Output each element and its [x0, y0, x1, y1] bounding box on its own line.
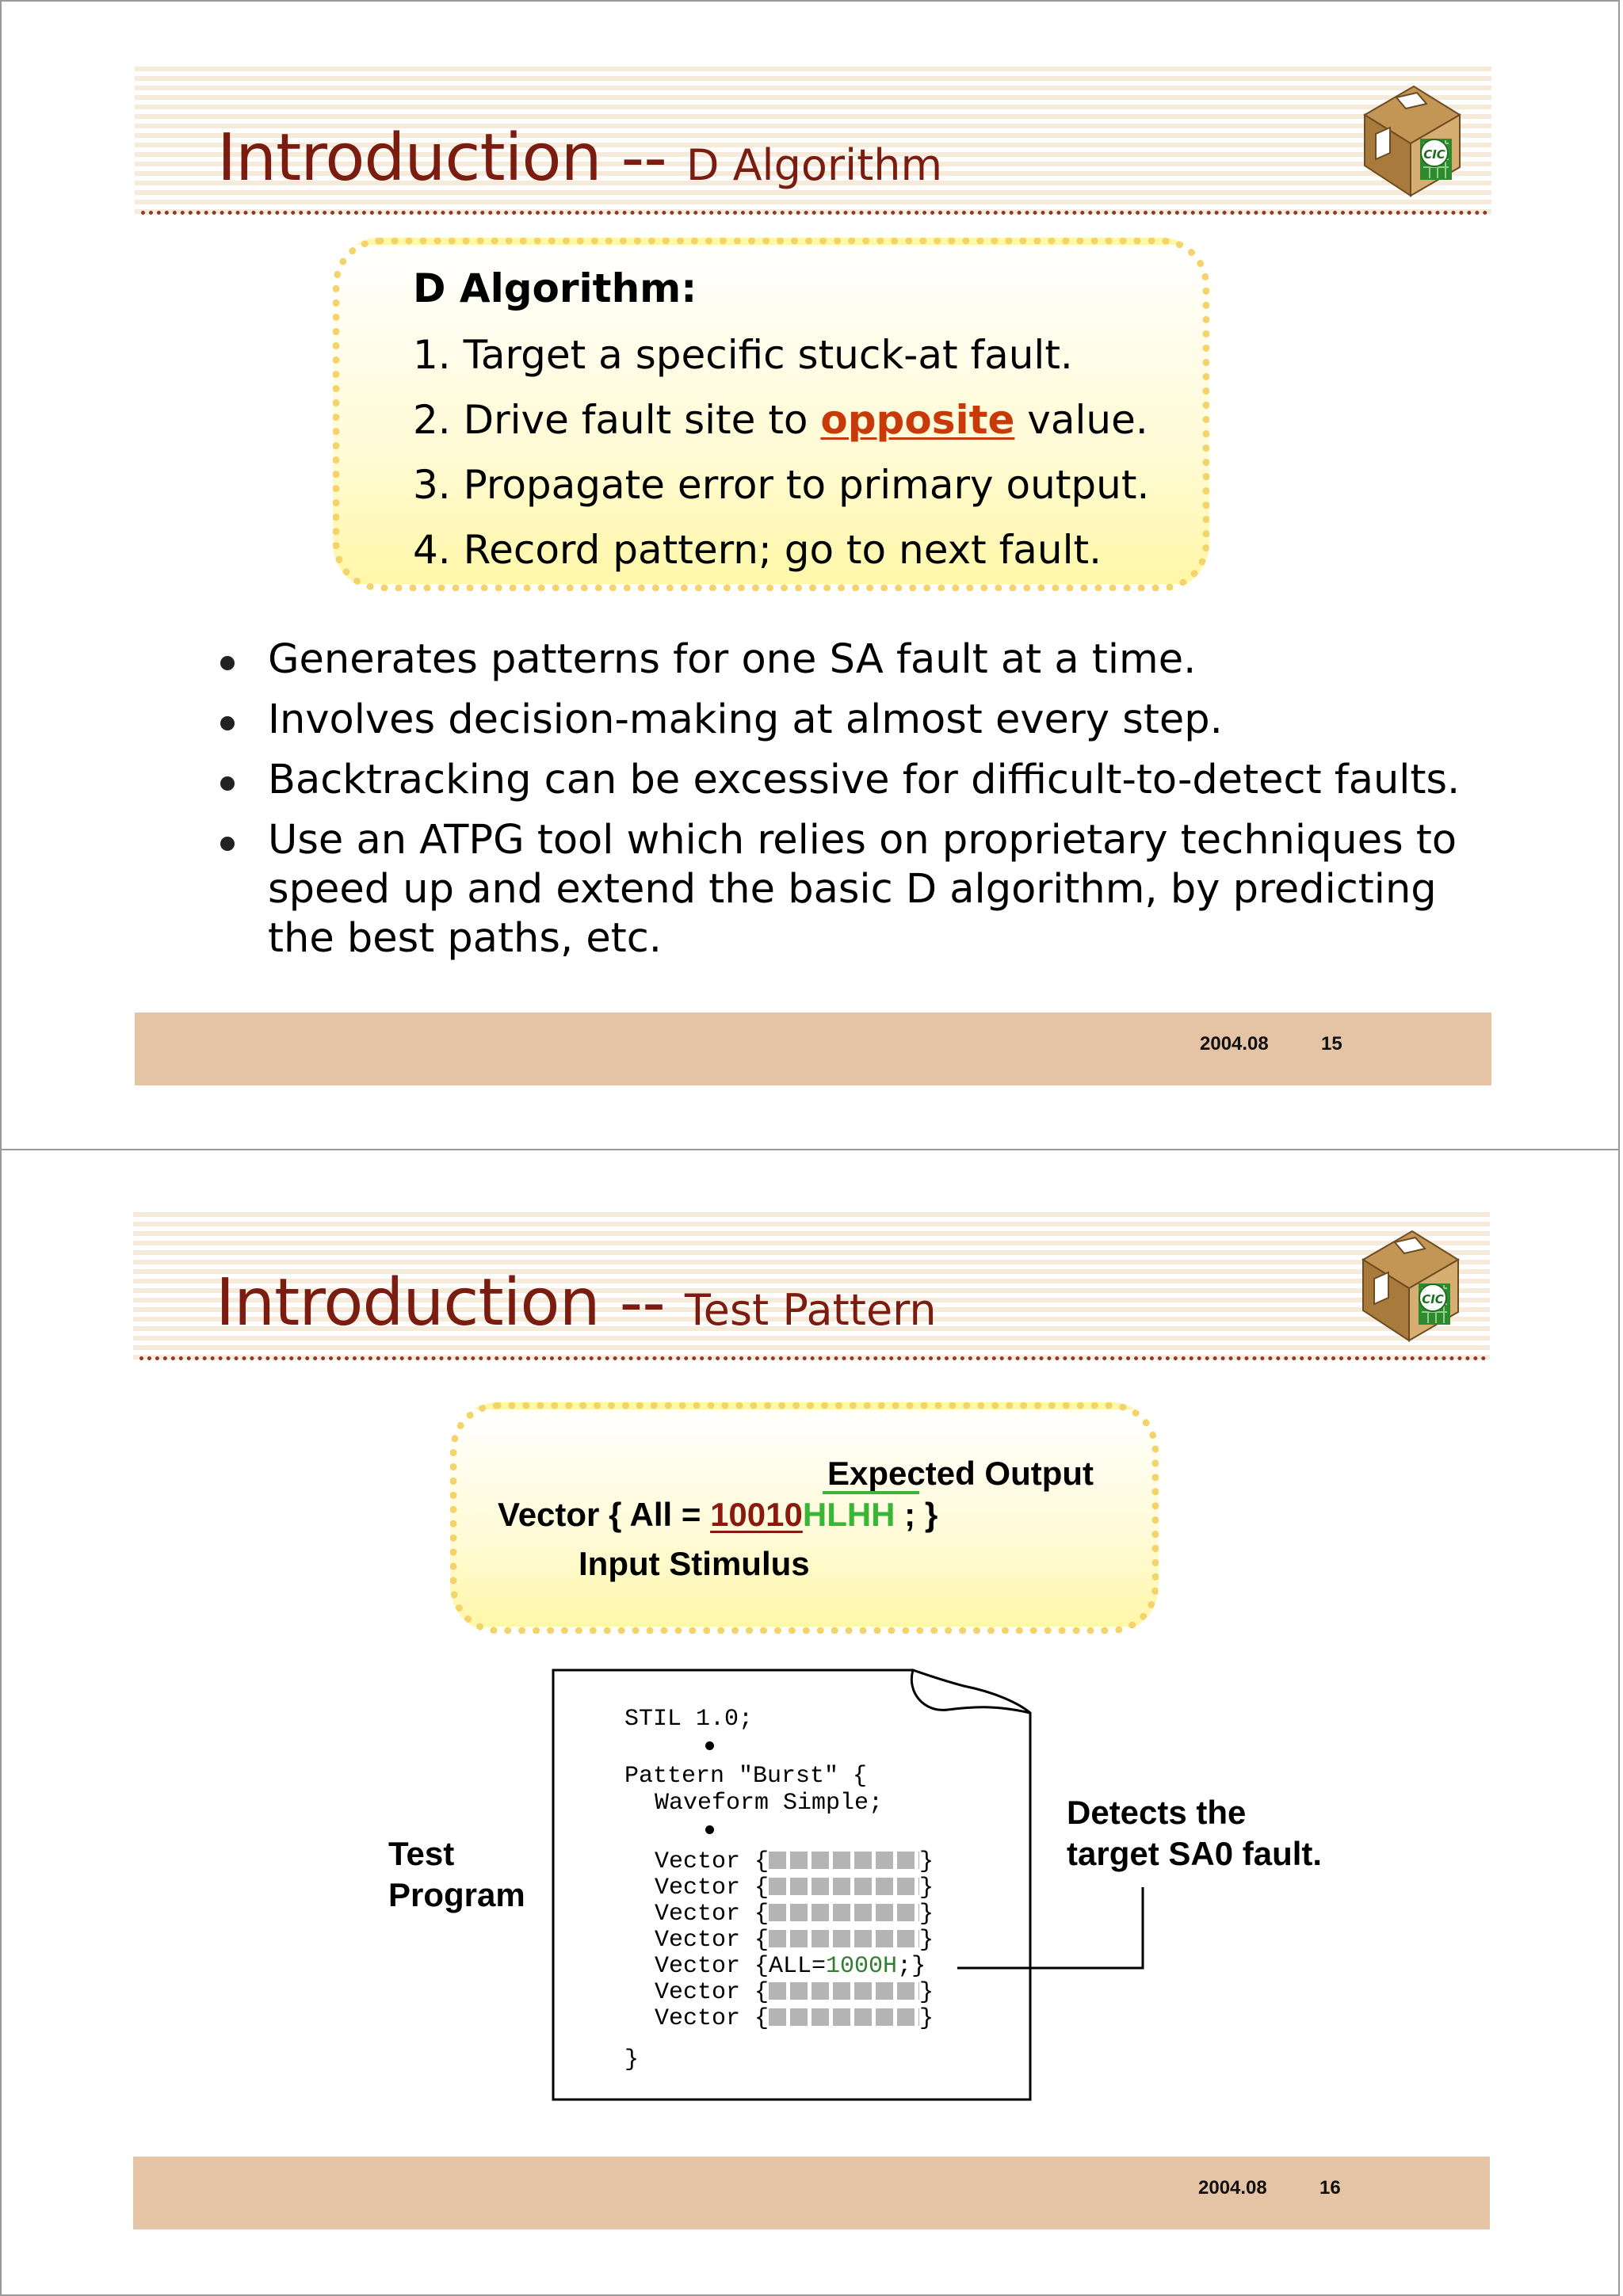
- step2-highlight: opposite: [820, 397, 1015, 443]
- code-waveform: Waveform Simple;: [655, 1790, 884, 1817]
- logo-text: CIC: [1423, 147, 1445, 162]
- vector-close: }: [919, 2005, 934, 2032]
- expected-output-value: HLHH: [802, 1496, 896, 1533]
- step2-text-pre: 2. Drive fault site to: [413, 397, 821, 443]
- page-number: 16: [1319, 2177, 1341, 2199]
- detects-label: target SA0 fault.: [1067, 1835, 1323, 1872]
- masked-vector-data: [769, 1878, 919, 1895]
- cic-logo-icon: [1341, 77, 1468, 204]
- vector-close: }: [919, 1848, 934, 1875]
- bullet-item: Backtracking can be excessive for difficult-to-detect faults.: [216, 756, 1484, 805]
- vector-keyword: Vector {: [655, 1848, 769, 1875]
- algorithm-step-1: 1. Target a specific stuck-at fault.: [413, 332, 1073, 378]
- bullet-item: Generates patterns for one SA fault at a time.: [216, 635, 1484, 685]
- vector-close: }: [919, 1875, 934, 1901]
- ellipsis-dot: [705, 1825, 714, 1834]
- expected-output-label: Expected Output: [827, 1455, 1094, 1492]
- slide-footer: [135, 1013, 1491, 1085]
- vector-close: }: [919, 1901, 934, 1928]
- bullet-item: Use an ATPG tool which relies on proprietary techniques to speed up and extend the basic D algorithm, by predicting the best paths, etc.: [216, 816, 1484, 963]
- vector-close: }: [919, 1979, 934, 2006]
- title-sub: D Algorithm: [685, 140, 943, 190]
- vector-keyword: Vector {: [655, 1901, 769, 1928]
- vector-statement: [498, 1496, 938, 1534]
- vector-keyword: Vector {: [655, 1979, 769, 2006]
- title-main: Introduction --: [216, 1265, 685, 1341]
- algorithm-heading: D Algorithm:: [413, 265, 697, 311]
- vector-suffix: ; }: [895, 1496, 938, 1533]
- expected-output-underline: [823, 1491, 919, 1494]
- input-stimulus-label: Input Stimulus: [579, 1545, 810, 1582]
- logo-text: CIC: [1422, 1292, 1444, 1306]
- vector-close: }: [919, 1927, 934, 1954]
- code-pattern: Pattern "Burst" {: [624, 1763, 868, 1790]
- masked-vector-data: [769, 2008, 919, 2026]
- test-program-label: Program: [388, 1876, 525, 1913]
- masked-vector-data: [769, 1852, 919, 1869]
- vector-keyword: Vector {: [655, 2005, 769, 2032]
- code-vector-row: [655, 1980, 934, 2006]
- vector-keyword: Vector {: [655, 1875, 769, 1901]
- algorithm-step-3: 3. Propagate error to primary output.: [413, 462, 1150, 508]
- target-vector-suffix: ;}: [897, 1953, 926, 1980]
- page-number: 15: [1321, 1033, 1342, 1055]
- code-vector-row: [655, 1849, 934, 1875]
- algorithm-step-4: 4. Record pattern; go to next fault.: [413, 527, 1102, 573]
- title-main: Introduction --: [217, 120, 686, 196]
- test-program-label: Test: [388, 1835, 455, 1872]
- masked-vector-data: [769, 1982, 919, 2000]
- step2-text-post: value.: [1014, 397, 1148, 443]
- d-algorithm-callout: [333, 238, 1209, 591]
- target-vector-value: 1000H: [826, 1953, 898, 1980]
- code-vector-row: [655, 1928, 934, 1954]
- vector-keyword: Vector {: [655, 1927, 769, 1954]
- code-stil: STIL 1.0;: [624, 1706, 754, 1733]
- vector-prefix: Vector { All =: [498, 1496, 711, 1533]
- footer-date: 2004.08: [1198, 2177, 1267, 2199]
- header-divider: [141, 211, 1488, 215]
- code-vector-row: [655, 2006, 934, 2032]
- bullet-list: [216, 635, 1484, 974]
- input-stimulus-value: 10010: [710, 1496, 803, 1533]
- target-vector-prefix: Vector {ALL=: [655, 1953, 827, 1980]
- detects-label: Detects the: [1067, 1794, 1247, 1831]
- connector-line: [954, 1886, 1152, 1981]
- code-vector-row: [655, 1901, 934, 1928]
- title-sub: Test Pattern: [684, 1285, 937, 1335]
- ellipsis-dot: [705, 1741, 714, 1750]
- code-end-brace: }: [624, 2046, 640, 2073]
- masked-vector-data: [769, 1904, 919, 1921]
- bullet-item: Involves decision-making at almost every step.: [216, 696, 1484, 745]
- slide-title: [216, 1265, 937, 1341]
- slide-footer: [133, 2157, 1490, 2229]
- code-target-vector: [655, 1954, 926, 1980]
- slide-15: [0, 0, 1620, 1150]
- cic-logo-icon: [1339, 1222, 1466, 1348]
- algorithm-step-2: [413, 397, 1148, 443]
- footer-date: 2004.08: [1200, 1033, 1269, 1055]
- code-vector-row: [655, 1875, 934, 1901]
- slide-title: [217, 120, 942, 196]
- header-divider: [139, 1356, 1487, 1360]
- masked-vector-data: [769, 1930, 919, 1947]
